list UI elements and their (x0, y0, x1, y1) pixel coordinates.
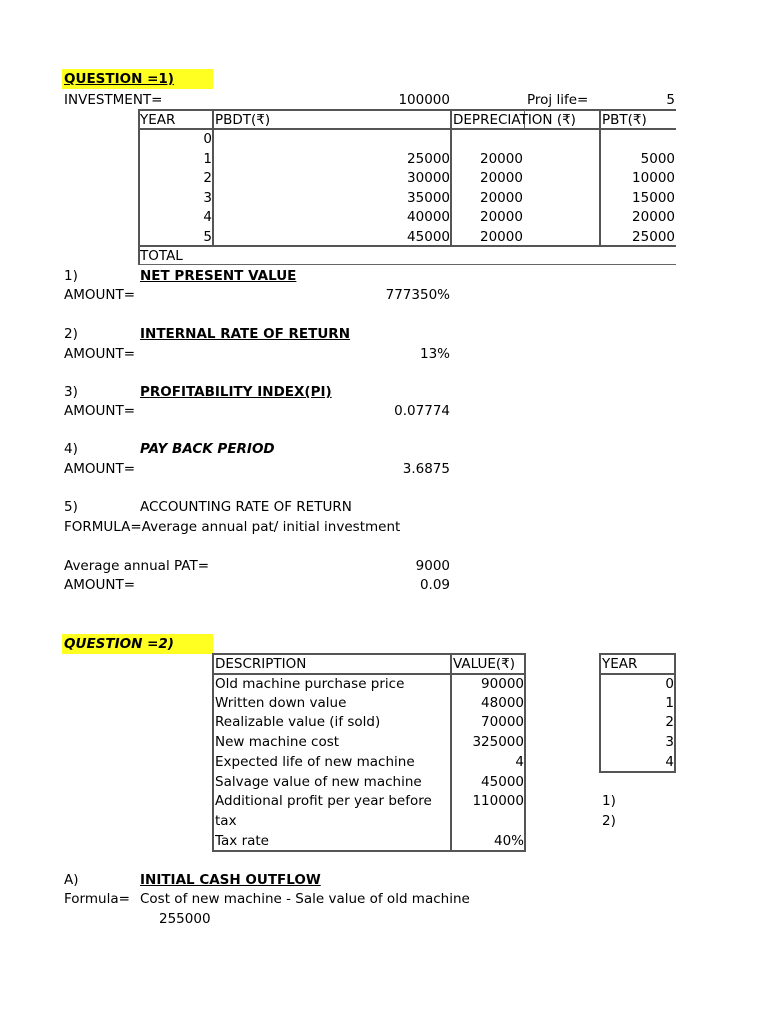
q1-col-pbt-header: PBT(₹) (602, 112, 647, 128)
q1-row-5-dep: 20000 (480, 229, 523, 245)
q2-row-3-desc: New machine cost (215, 734, 340, 750)
arr-amount-label: AMOUNT= (64, 577, 136, 593)
q2-year-table-right-border (674, 653, 676, 773)
q2-year-1: 1 (665, 695, 674, 711)
q1-row-3-pbdt: 35000 (407, 190, 450, 206)
q2-side-note-2: 2) (602, 813, 616, 829)
investment-value: 100000 (398, 92, 450, 108)
q2-table-top-border (212, 653, 526, 655)
q1-table-top-border (138, 109, 676, 111)
q2-table-bottom-border (212, 850, 526, 852)
q1-row-2-dep: 20000 (480, 170, 523, 186)
q2-year-3: 3 (665, 734, 674, 750)
q2-row-0-value: 90000 (481, 676, 524, 692)
irr-amount-label: AMOUNT= (64, 346, 136, 362)
q2-row-6-desc: Additional profit per year before (215, 793, 432, 809)
q1-table-header-border (138, 128, 676, 130)
pi-title: PROFITABILITY INDEX(PI) (140, 384, 332, 400)
pi-amount-label: AMOUNT= (64, 403, 136, 419)
outflow-value: 255000 (159, 911, 211, 927)
q2-col-value-header: VALUE(₹) (453, 656, 515, 672)
q2-row-1-desc: Written down value (215, 695, 347, 711)
q2-row-5-value: 45000 (481, 774, 524, 790)
pi-number: 3) (64, 384, 78, 400)
q2-row-4-desc: Expected life of new machine (215, 754, 415, 770)
q2-row-1-value: 48000 (481, 695, 524, 711)
q1-table-total-border (138, 264, 676, 265)
q1-row-3-dep: 20000 (480, 190, 523, 206)
q1-row-3-year: 3 (203, 190, 212, 206)
irr-number: 2) (64, 326, 78, 342)
q1-table-divider-pbdt (450, 109, 452, 246)
irr-amount-value: 13% (419, 346, 450, 362)
q1-row-4-year: 4 (203, 209, 212, 225)
q1-table-left-border (138, 109, 140, 265)
q1-row-2-pbdt: 30000 (407, 170, 450, 186)
q2-year-table-header-border (599, 673, 676, 675)
q1-col-year-header: YEAR (140, 112, 176, 128)
q2-year-header: YEAR (602, 656, 638, 672)
q1-table-bottom-border (138, 245, 676, 247)
pi-amount-value: 0.07774 (394, 403, 450, 419)
npv-amount-value: 777350% (385, 287, 450, 303)
q1-col-dep-header: DEPRECIATION (₹) (453, 112, 576, 128)
q2-row-7-value: 40% (493, 833, 524, 849)
outflow-formula-label: Formula= (64, 891, 130, 907)
q2-year-table-top-border (599, 653, 676, 655)
q2-table-right-border (524, 653, 526, 852)
q2-year-table-bottom-border (599, 771, 676, 773)
q2-table-header-border (212, 673, 526, 675)
q2-year-table-left-border (599, 653, 601, 773)
q1-row-4-pbdt: 40000 (407, 209, 450, 225)
q1-row-2-year: 2 (203, 170, 212, 186)
q2-year-0: 0 (665, 676, 674, 692)
irr-title: INTERNAL RATE OF RETURN (140, 326, 351, 342)
q1-table-divider-dep (599, 109, 601, 246)
q2-row-6-value: 110000 (472, 793, 524, 809)
q2-row-3-value: 325000 (472, 734, 524, 750)
arr-number: 5) (64, 499, 78, 515)
payback-amount-label: AMOUNT= (64, 461, 136, 477)
q1-table-divider-year (212, 109, 214, 246)
q1-row-1-year: 1 (203, 151, 212, 167)
q2-row-6-desc-cont: tax (215, 813, 237, 829)
outflow-formula: Cost of new machine - Sale value of old machine (140, 891, 470, 907)
q1-row-5-pbt: 25000 (632, 229, 675, 245)
payback-number: 4) (64, 441, 78, 457)
npv-number: 1) (64, 268, 78, 284)
q1-col-pbdt-header: PBDT(₹) (215, 112, 271, 128)
npv-amount-label: AMOUNT= (64, 287, 136, 303)
q1-row-4-dep: 20000 (480, 209, 523, 225)
q1-row-1-dep: 20000 (480, 151, 523, 167)
q2-row-4-value: 4 (515, 754, 524, 770)
q1-row-4-pbt: 20000 (632, 209, 675, 225)
q2-row-7-desc: Tax rate (215, 833, 269, 849)
q1-row-5-pbdt: 45000 (407, 229, 450, 245)
q2-row-2-desc: Realizable value (if sold) (215, 714, 381, 730)
outflow-title: INITIAL CASH OUTFLOW (140, 872, 321, 888)
q2-year-4: 4 (665, 754, 674, 770)
outflow-number: A) (64, 872, 79, 888)
arr-pat-value: 9000 (415, 558, 450, 574)
payback-title: PAY BACK PERIOD (140, 441, 275, 457)
payback-amount-value: 3.6875 (402, 461, 450, 477)
q2-row-2-value: 70000 (481, 714, 524, 730)
q2-row-0-desc: Old machine purchase price (215, 676, 405, 692)
arr-amount-value: 0.09 (419, 577, 450, 593)
q2-table-left-border (212, 653, 214, 852)
q1-row-5-year: 5 (203, 229, 212, 245)
q2-row-5-desc: Salvage value of new machine (215, 774, 422, 790)
proj-life-label: Proj life= (527, 92, 589, 108)
arr-title: ACCOUNTING RATE OF RETURN (140, 499, 352, 515)
q2-col-description-header: DESCRIPTION (215, 656, 307, 672)
proj-life-value: 5 (666, 92, 675, 108)
npv-title: NET PRESENT VALUE (140, 268, 297, 284)
q2-title: QUESTION =2) (64, 636, 174, 652)
q1-total-label: TOTAL (140, 248, 183, 264)
arr-formula: FORMULA=Average annual pat/ initial investment (64, 519, 401, 535)
q1-row-1-pbt: 5000 (640, 151, 675, 167)
q2-year-2: 2 (665, 714, 674, 730)
q1-row-2-pbt: 10000 (632, 170, 675, 186)
arr-pat-label: Average annual PAT= (64, 558, 210, 574)
q1-title: QUESTION =1) (64, 71, 174, 87)
q2-side-note-1: 1) (602, 793, 616, 809)
q1-row-0-year: 0 (203, 131, 212, 147)
q1-row-3-pbt: 15000 (632, 190, 675, 206)
q1-row-1-pbdt: 25000 (407, 151, 450, 167)
investment-label: INVESTMENT= (64, 92, 163, 108)
